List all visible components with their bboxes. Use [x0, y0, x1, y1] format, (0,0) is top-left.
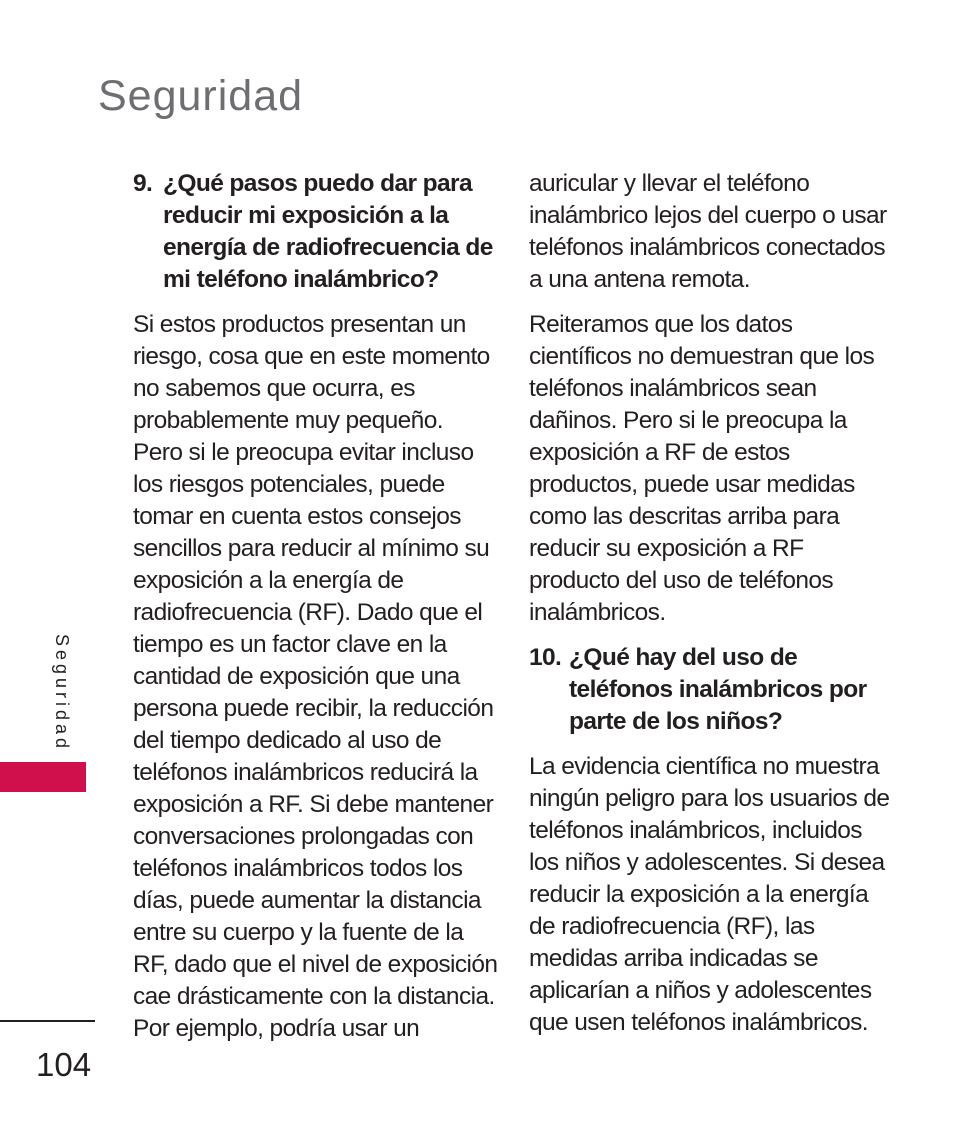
question-line: ¿Qué hay del uso de: [569, 644, 798, 671]
question-line: teléfonos inalámbricos por: [569, 676, 867, 703]
answer-continuation: [529, 168, 889, 296]
text-line: científicos no demuestran que los: [529, 343, 875, 370]
question-10-answer: [529, 751, 889, 1039]
text-line: a una antena remota.: [529, 266, 750, 293]
text-line: reducir la exposición a la energía: [529, 881, 869, 908]
text-line: exposición a RF. Si debe mantener: [133, 791, 494, 818]
text-line: días, puede aumentar la distancia: [133, 887, 481, 914]
right-column: [529, 168, 889, 1052]
question-10-heading: [529, 642, 889, 738]
text-line: Pero si le preocupa evitar incluso: [133, 439, 474, 466]
text-line: como las descritas arriba para: [529, 503, 840, 530]
text-line: cantidad de exposición que una: [133, 663, 460, 690]
text-line: no sabemos que ocurra, es: [133, 375, 415, 402]
text-line: sencillos para reducir al mínimo su: [133, 535, 490, 562]
text-line: teléfonos inalámbricos, incluidos: [529, 817, 862, 844]
text-line: teléfonos inalámbricos conectados: [529, 234, 886, 261]
text-line: radiofrecuencia (RF). Dado que el: [133, 599, 483, 626]
text-line: del tiempo dedicado al uso de: [133, 727, 442, 754]
text-line: auricular y llevar el teléfono: [529, 170, 810, 197]
left-column: [133, 168, 498, 1058]
page-title: Seguridad: [98, 72, 304, 120]
question-number: 9.: [133, 170, 153, 197]
text-line: probablemente muy pequeño.: [133, 407, 443, 434]
text-line: dañinos. Pero si le preocupa la: [529, 407, 847, 434]
text-line: productos, puede usar medidas: [529, 471, 855, 498]
text-line: tomar en cuenta estos consejos: [133, 503, 461, 530]
text-line: reducir su exposición a RF: [529, 535, 804, 562]
text-line: teléfonos inalámbricos todos los: [133, 855, 463, 882]
text-line: exposición a RF de estos: [529, 439, 790, 466]
text-line: que usen teléfonos inalámbricos.: [529, 1009, 868, 1036]
question-text: [569, 642, 889, 738]
text-line: teléfonos inalámbricos reducirá la: [133, 759, 478, 786]
question-line: parte de los niños?: [569, 708, 783, 735]
question-line: reducir mi exposición a la: [163, 202, 449, 229]
reiteration-paragraph: [529, 309, 889, 629]
section-tab-marker: [0, 762, 86, 792]
page-number: 104: [36, 1046, 92, 1083]
text-line: Reiteramos que los datos: [529, 311, 793, 338]
question-text: [163, 168, 493, 296]
text-line: aplicarían a niños y adolescentes: [529, 977, 872, 1004]
text-line: Por ejemplo, podría usar un: [133, 1015, 420, 1042]
text-line: los riesgos potenciales, puede: [133, 471, 445, 498]
question-9-heading: [133, 168, 493, 296]
text-line: producto del uso de teléfonos: [529, 567, 834, 594]
text-line: tiempo es un factor clave en la: [133, 631, 447, 658]
text-line: Si estos productos presentan un: [133, 311, 466, 338]
text-line: medidas arriba indicadas se: [529, 945, 818, 972]
text-line: RF, dado que el nivel de exposición: [133, 951, 498, 978]
text-line: los niños y adolescentes. Si desea: [529, 849, 885, 876]
text-line: de radiofrecuencia (RF), las: [529, 913, 815, 940]
question-9-answer: [133, 309, 498, 1045]
text-line: ningún peligro para los usuarios de: [529, 785, 890, 812]
question-line: ¿Qué pasos puedo dar para: [163, 170, 473, 197]
footer-divider: [0, 1020, 95, 1022]
text-line: riesgo, cosa que en este momento: [133, 343, 490, 370]
question-line: mi teléfono inalámbrico?: [163, 266, 439, 293]
text-line: La evidencia científica no muestra: [529, 753, 880, 780]
text-line: teléfonos inalámbricos sean: [529, 375, 817, 402]
text-line: persona puede recibir, la reducción: [133, 695, 494, 722]
text-line: entre su cuerpo y la fuente de la: [133, 919, 464, 946]
section-tab-label: Seguridad: [52, 634, 72, 753]
text-line: cae drásticamente con la distancia.: [133, 983, 495, 1010]
text-line: inalámbricos.: [529, 599, 666, 626]
text-line: exposición a la energía de: [133, 567, 404, 594]
question-line: energía de radiofrecuencia de: [163, 234, 493, 261]
text-line: conversaciones prolongadas con: [133, 823, 474, 850]
text-line: inalámbrico lejos del cuerpo o usar: [529, 202, 887, 229]
question-number: 10.: [529, 644, 562, 671]
